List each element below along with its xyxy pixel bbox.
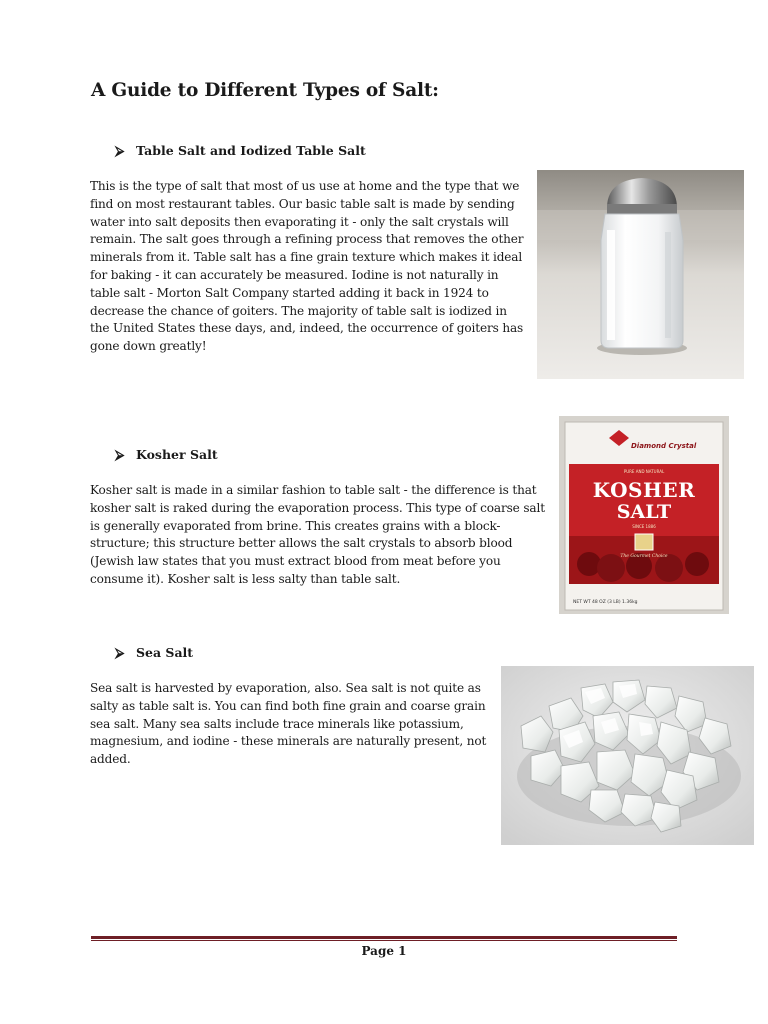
kosher-choice: The Gourmet Choice — [620, 554, 668, 559]
sea-salt-crystals-photo — [501, 666, 754, 845]
heading-text: Kosher Salt — [136, 447, 218, 462]
kosher-brand-label: Diamond Crystal — [631, 442, 697, 450]
section-body-sea-salt: Sea salt is harvested by evaporation, also. Sea salt is not quite as salty as table salt is. You can find both fine grain and coarse grain sea salt. Many sea salts include trace minerals like potassium, magnesium, and iodine - these minerals are naturally present, not added. — [90, 681, 487, 767]
kosher-since: SINCE 1886 — [632, 524, 656, 529]
section-body-kosher-salt: Kosher salt is made in a similar fashion to table salt - the difference is that kosher salt is raked during the evaporation process. This type of coarse salt is generally evaporated from brine. This creates grains with a block-structure; this structure better allows the salt crystals to absorb blood (Jewish law states that you must extract blood from meat before you consume it). Kosher salt is less salty than table salt. — [90, 483, 545, 586]
heading-text: Sea Salt — [136, 645, 194, 660]
section-heading-table-salt — [115, 143, 366, 159]
arrow-bullet-icon: ⮚ — [115, 448, 125, 463]
page-title: A Guide to Different Types of Salt: — [91, 80, 439, 101]
kosher-word: KOSHER — [592, 478, 696, 502]
section-heading-sea-salt — [115, 645, 193, 661]
kosher-tagline: PURE AND NATURAL — [623, 469, 665, 474]
arrow-bullet-icon: ⮚ — [115, 646, 125, 661]
kosher-salt-box-photo — [559, 416, 729, 614]
arrow-bullet-icon: ⮚ — [115, 144, 125, 159]
kosher-net-weight: NET WT 48 OZ (3 LB) 1.36kg — [573, 600, 638, 605]
footer-rule-thin — [91, 940, 677, 941]
section-body-table-salt: This is the type of salt that most of us use at home and the type that we find on most restaurant tables. Our basic table salt is made by sending water into salt deposits then evaporating it - only the salt crystals will remain. The salt goes through a refining process that removes the other minerals from it. Table salt has a fine grain texture which makes it ideal for baking - it can accurately be measured. Iodine is not naturally in table salt - Morton Salt Company started adding it back in 1924 to decrease the chance of goiters. The majority of table salt is iodized in the United States these days, and, indeed, the occurrence of goiters has gone down greatly! — [90, 179, 524, 354]
table-salt-shaker-photo — [537, 170, 744, 379]
footer-divider — [91, 936, 677, 942]
heading-text: Table Salt and Iodized Table Salt — [136, 143, 366, 158]
footer-rule-thick — [91, 936, 677, 939]
page-number: Page 1 — [361, 944, 407, 958]
salt-word: SALT — [616, 501, 672, 523]
section-heading-kosher-salt — [115, 447, 218, 463]
